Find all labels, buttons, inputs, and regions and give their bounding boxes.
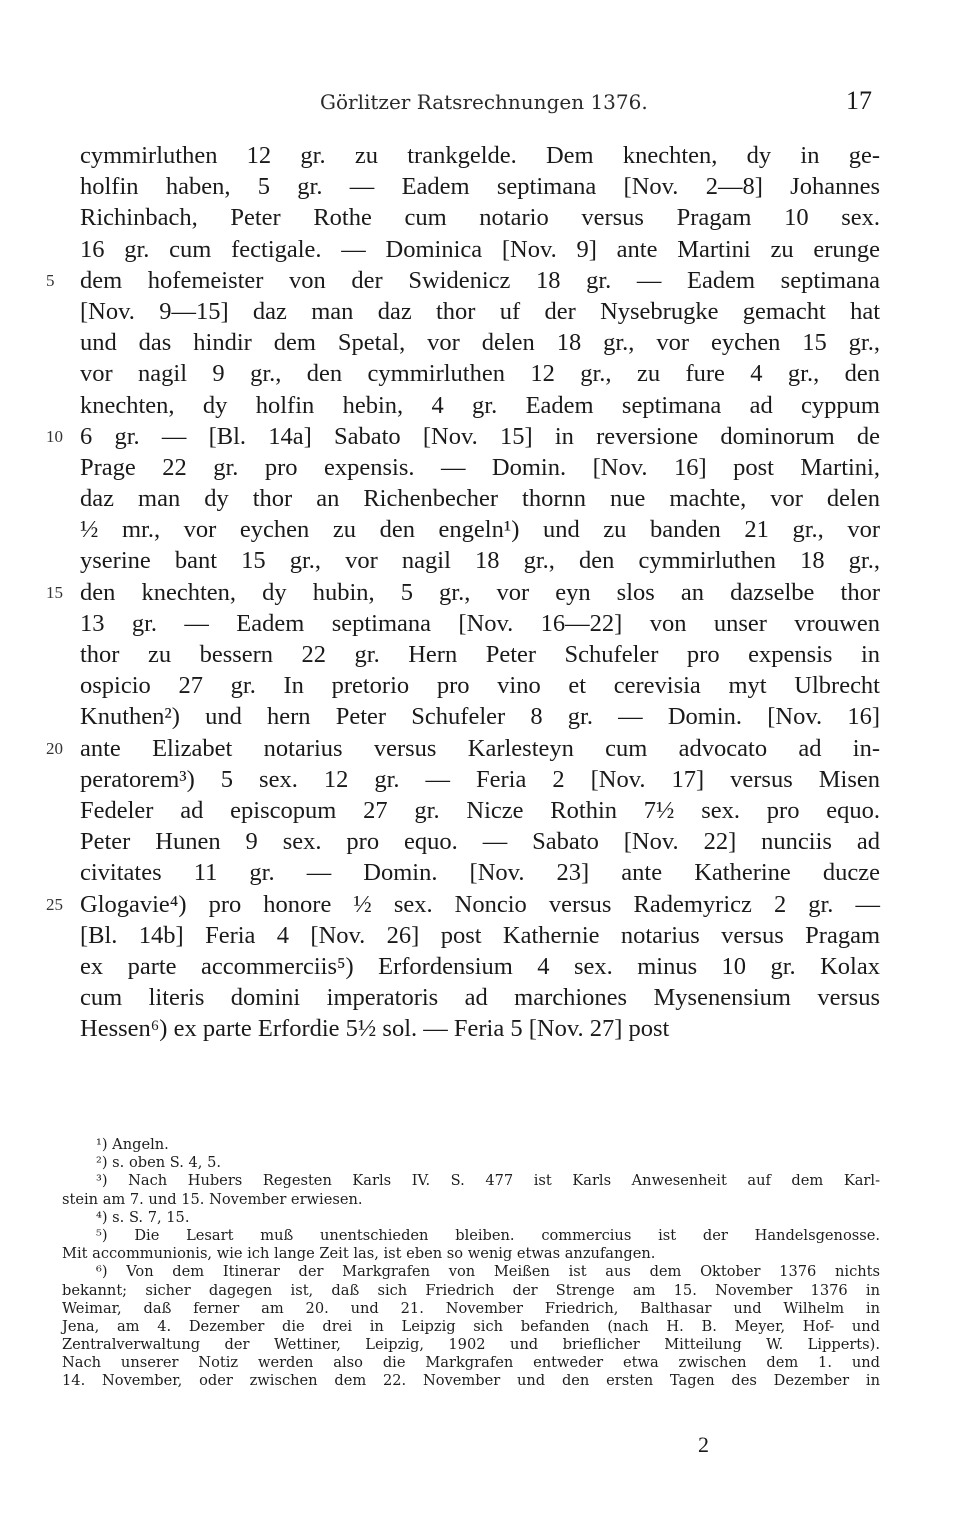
text-line [80,483,880,514]
line-text: ospicio 27 gr. In pretorio pro vino et cerevisia myt Ulbrecht [80,672,880,700]
text-line [80,358,880,389]
line-text: Hessen⁶) ex parte Erfordie 5½ sol. — Feria 5 [Nov. 27] post [80,1015,670,1043]
line-text: cymmirluthen 12 gr. zu trankgelde. Dem knechten, dy in ge- [80,142,880,169]
line-text: Peter Hunen 9 sex. pro equo. — Sabato [Nov. 22] nunciis ad [80,828,880,856]
main-text-block [46,140,880,1044]
line-text: Knuthen²) und hern Peter Schufeler 8 gr. — Domin. [Nov. 16] [80,703,880,731]
footnote-line: ⁴) s. S. 7, 15. [96,1208,190,1226]
line-number: 10 [46,426,63,446]
text-line [80,452,880,483]
page-number: 17 [846,86,872,115]
footnote-line: Jena, am 4. Dezember die drei in Leipzig sich befanden (nach H. B. Meyer, Hof- und [62,1317,880,1335]
footnote-line: Mit accommunionis, wie ich lange Zeit las, ist eben so wenig etwas anzufangen. [62,1245,656,1263]
footnote-line: Nach unserer Notiz werden also die Markgrafen entweder etwa zwischen dem 1. und [62,1354,880,1372]
line-text: und das hindir dem Spetal, vor delen 18 gr., vor eychen 15 gr., [80,329,880,357]
page-header [0,86,960,126]
footnote-line: ¹) Angeln. [96,1136,169,1153]
footnote-line: ⁵) Die Lesart muß unentschieden bleiben. commercius ist der Handelsgenosse. [96,1226,880,1244]
text-line [80,234,880,265]
text-line [80,296,880,327]
text-line [46,421,880,452]
line-number: 5 [46,270,55,290]
line-text: daz man dy thor an Richenbecher thornn nue machte, vor delen [80,485,880,513]
text-line [46,265,880,296]
line-text: yserine bant 15 gr., vor nagil 18 gr., den cymmirluthen 18 gr., [80,547,880,575]
line-text: [Bl. 14b] Feria 4 [Nov. 26] post Kathernie notarius versus Pragam [80,921,880,949]
line-number: 25 [46,894,63,914]
text-line [80,140,880,171]
line-number: 20 [46,738,63,758]
footnote-line: stein am 7. und 15. November erwiesen. [62,1190,363,1208]
line-text: Prage 22 gr. pro expensis. — Domin. [Nov. 16] post Martini, [80,453,880,481]
footnote-line: 14. November, oder zwischen dem 22. November und den ersten Tagen des Dezember in [62,1372,880,1390]
line-text: thor zu bessern 22 gr. Hern Peter Schufeler pro expensis in [80,641,880,668]
text-line [80,857,880,888]
line-text: [Nov. 9—15] daz man daz thor uf der Nysebrugke gemacht hat [80,297,880,325]
text-line [46,733,880,764]
text-line [80,327,880,358]
footnotes-block [62,1136,880,1391]
text-line [80,608,880,639]
text-line [80,639,880,670]
line-text: knechten, dy holfin hebin, 4 gr. Eadem septimana ad cyppum [80,391,880,419]
text-line [80,1013,880,1044]
signature-mark: 2 [698,1432,709,1457]
line-text: cum literis domini imperatoris ad marchiones Mysenensium versus [80,984,880,1012]
footnote-line: bekannt; sicher dagegen ist, daß sich Friedrich der Strenge am 15. November 1376 in [62,1281,880,1299]
line-text: Richinbach, Peter Rothe cum notario versus Pragam 10 sex. [80,204,880,232]
text-line [80,826,880,857]
footnote-line: ²) s. oben S. 4, 5. [96,1154,221,1172]
line-text: Fedeler ad episcopum 27 gr. Nicze Rothin 7½ sex. pro equo. [80,796,880,824]
line-text: den knechten, dy hubin, 5 gr., vor eyn slos an dazselbe thor [80,578,880,606]
line-text: 6 gr. — [Bl. 14a] Sabato [Nov. 15] in reversione dominorum de [80,422,880,450]
text-line [80,545,880,576]
text-line [80,982,880,1013]
footnote-line: Weimar, daß ferner am 20. und 21. November Friedrich, Balthasar und Wilhelm in [62,1299,880,1317]
text-line [46,889,880,920]
text-line [80,171,880,202]
line-text: 16 gr. cum fectigale. — Dominica [Nov. 9] ante Martini zu erunge [80,235,880,263]
footnote-line: Zentralverwaltung der Wettiner, Leipzig, 1902 und brieflicher Mitteilung W. Lipperts). [62,1336,880,1354]
line-number: 15 [46,582,63,602]
text-line [46,577,880,608]
line-text: civitates 11 gr. — Domin. [Nov. 23] ante Katherine ducze [80,859,880,887]
text-line [80,795,880,826]
line-text: peratorem³) 5 sex. 12 gr. — Feria 2 [Nov. 17] versus Misen [80,765,880,793]
line-text: holfin haben, 5 gr. — Eadem septimana [Nov. 2—8] Johannes [80,173,880,201]
line-text: 13 gr. — Eadem septimana [Nov. 16—22] von unser vrouwen [80,609,880,637]
line-text: ½ mr., vor eychen zu den engeln¹) und zu banden 21 gr., vor [80,516,880,544]
text-line [80,514,880,545]
footnote-line: ⁶) Von dem Itinerar der Markgrafen von Meißen ist aus dem Oktober 1376 nichts [96,1263,880,1281]
text-line [80,920,880,951]
footnote-line: ³) Nach Hubers Regesten Karls IV. S. 477 ist Karls Anwesenheit auf dem Karl- [96,1172,880,1190]
text-line [80,951,880,982]
line-text: vor nagil 9 gr., den cymmirluthen 12 gr., zu fure 4 gr., den [80,360,880,388]
line-text: ante Elizabet notarius versus Karlesteyn cum advocato ad in- [80,734,880,762]
text-line [80,390,880,421]
text-line [80,764,880,795]
text-line [80,701,880,732]
line-text: dem hofemeister von der Swidenicz 18 gr. — Eadem septimana [80,266,880,294]
running-head: Görlitzer Ratsrechnungen 1376. [320,90,648,114]
text-line [80,202,880,233]
line-text: Glogavie⁴) pro honore ½ sex. Noncio versus Rademyricz 2 gr. — [80,890,880,918]
line-text: ex parte accommerciis⁵) Erfordensium 4 sex. minus 10 gr. Kolax [80,952,880,980]
text-line [80,670,880,701]
